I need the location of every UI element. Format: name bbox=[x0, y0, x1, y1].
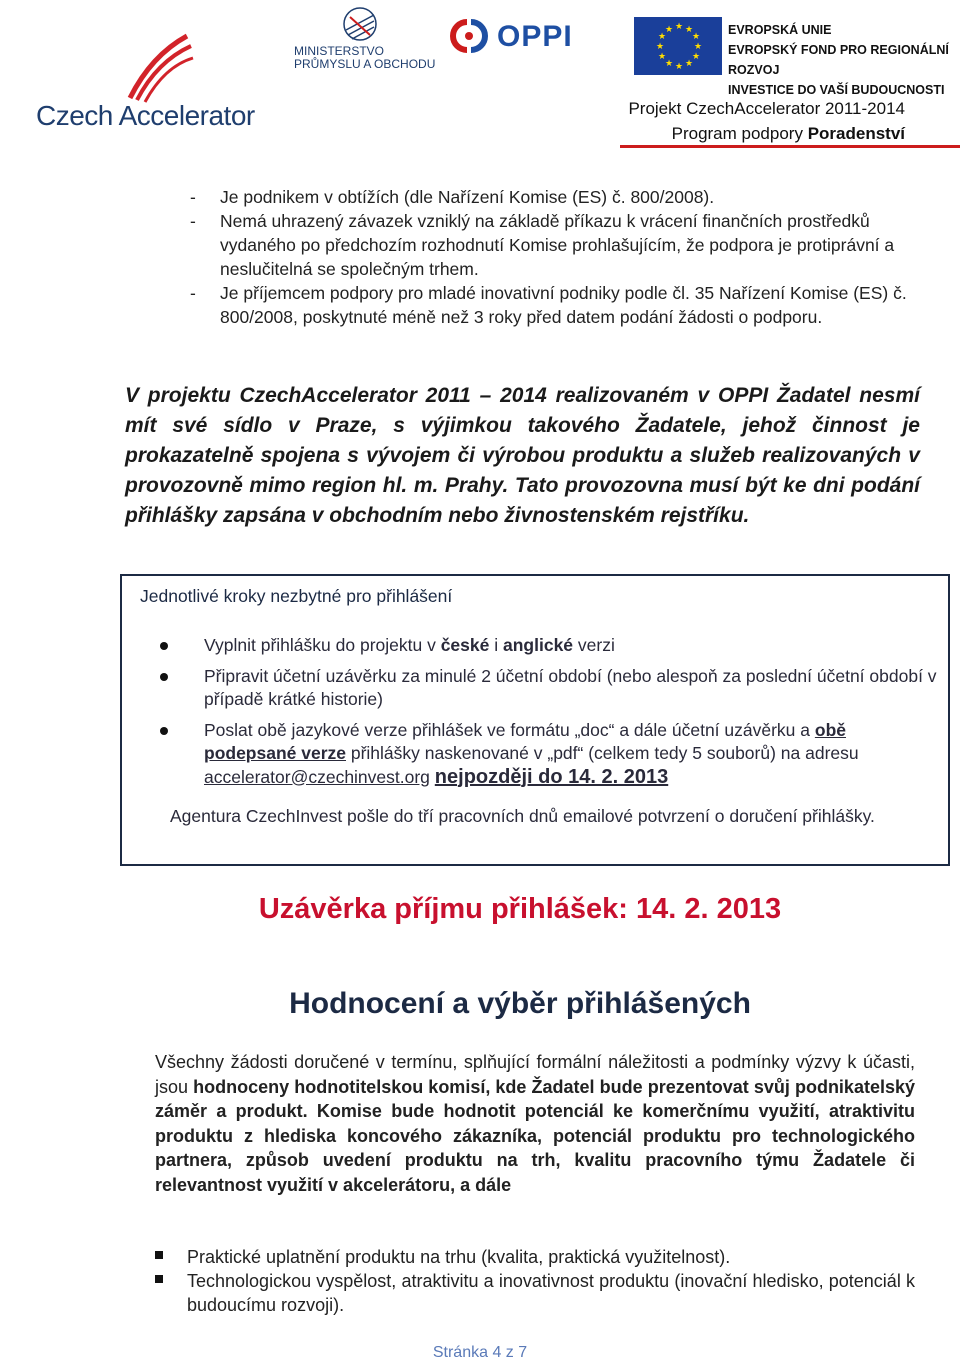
bullet-icon bbox=[160, 727, 168, 735]
svg-text:★: ★ bbox=[656, 42, 665, 52]
list-item: - Je podnikem v obtížích (dle Nařízení Komise (ES) č. 800/2008). bbox=[190, 187, 715, 207]
eu-flag-icon bbox=[634, 17, 722, 75]
header-divider bbox=[620, 145, 960, 148]
list-item: - Je příjemcem podpory pro mladé inovativní podniky podle čl. 35 Nařízení Komise (ES) č. 800/2008, poskytnuté méně než 3 roky před datem podání žádosti o podporu. bbox=[190, 283, 907, 327]
svg-text:★: ★ bbox=[675, 62, 684, 72]
mpo-emblem-icon bbox=[340, 5, 380, 43]
list-item: Připravit účetní uzávěrku za minulé 2 účetní období (nebo alespoň za poslední účetní období v případě krátké historie) bbox=[157, 665, 942, 712]
svg-text:★: ★ bbox=[675, 22, 684, 32]
criteria-list bbox=[155, 1245, 915, 1317]
conditions-list bbox=[190, 185, 950, 329]
project-title: Projekt CzechAccelerator 2011-2014 bbox=[628, 99, 905, 118]
location-restriction-paragraph: V projektu CzechAccelerator 2011 – 2014 realizovaném v OPPI Žadatel nesmí mít své sídlo v Praze, s výjimkou takového Žadatele, jehož činnost je prokazatelně spojena s vývojem či výrobou produktu a služeb realizovaných v provozovně mimo region hl. m. Prahy. Tato provozovna musí být ke dni podání přihlášky zapsána v obchodním nebo živnostenském rejstříku. bbox=[125, 384, 920, 527]
svg-text:★: ★ bbox=[685, 59, 694, 69]
bullet-icon bbox=[160, 642, 168, 650]
program-title: Program podpory Poradenství bbox=[671, 124, 905, 143]
section-title: Hodnocení a výběr přihlášených bbox=[289, 987, 751, 1020]
confirmation-note: Agentura CzechInvest pošle do tří pracovních dnů emailové potvrzení o doručení přihlášky. bbox=[170, 806, 875, 826]
application-steps-box bbox=[120, 574, 950, 866]
email-link[interactable]: accelerator@czechinvest.org bbox=[204, 766, 430, 787]
czech-accelerator-logo bbox=[30, 28, 280, 131]
svg-text:★: ★ bbox=[694, 42, 703, 52]
submission-deadline: nejpozději do 14. 2. 2013 bbox=[434, 765, 669, 788]
list-item: Poslat obě jazykové verze přihlášek ve formátu „doc“ a dále účetní uzávěrku a obě podepsané verze přihlášky naskenované v „pdf“ (celkem tedy 5 souborů) na adresu accelerator@czechinvest.org nejpozději do 14. 2. 2013 bbox=[157, 719, 942, 790]
svg-text:★: ★ bbox=[658, 52, 667, 62]
accelerator-swoosh-icon bbox=[125, 28, 195, 103]
eu-caption: EVROPSKÁ UNIE EVROPSKÝ FOND PRO REGIONÁLNÍ ROZVOJ INVESTICE DO VAŠÍ BUDOUCNOSTI bbox=[728, 23, 949, 97]
svg-text:★: ★ bbox=[665, 25, 674, 35]
svg-text:★: ★ bbox=[692, 52, 701, 62]
list-item: Vyplnit přihlášku do projektu v české i anglické verzi bbox=[157, 634, 942, 658]
czech-accelerator-wordmark: Czech Accelerator bbox=[36, 100, 255, 131]
oppi-logo bbox=[447, 18, 597, 58]
deadline-heading: Uzávěrka příjmu přihlášek: 14. 2. 2013 bbox=[258, 893, 782, 925]
list-item: Technologickou vyspělost, atraktivitu a inovativnost produktu (inovační hledisko, potenciál k budoucímu rozvoji). bbox=[155, 1269, 915, 1317]
svg-text:★: ★ bbox=[665, 59, 674, 69]
list-item: - Nemá uhrazený závazek vzniklý na základě příkazu k vrácení finančních prostředků vydaného po předchozím rozhodnutí Komise prohlašujícím, že podpora je protiprávní a neslučitelná se společným trhem. bbox=[190, 211, 895, 279]
oppi-emblem-icon bbox=[449, 18, 489, 54]
page-header bbox=[0, 0, 960, 150]
evaluation-paragraph: Všechny žádosti doručené v termínu, splňující formální náležitosti a podmínky výzvy k účasti, jsou hodnoceny hodnotitelskou komisí, kde Žadatel bude prezentovat svůj podnikatelský záměr a produkt. Komise bude hodnotit potenciál ke komerčnímu využití, atraktivitu produktu z hlediska koncového zákazníka, potenciál produktu pro technologického partnera, způsob uvedení produktu na trh, kvalitu pracovního týmu Žadatele či relevantnost využití v akcelerátoru, a dále bbox=[155, 1052, 915, 1195]
steps-title: Jednotlivé kroky nezbytné pro přihlášení bbox=[140, 586, 453, 606]
mpo-wordmark: MINISTERSTVO PRŮMYSLU A OBCHODU bbox=[294, 44, 436, 71]
svg-text:★: ★ bbox=[658, 32, 667, 42]
svg-text:★: ★ bbox=[692, 32, 701, 42]
mpo-logo bbox=[290, 5, 440, 75]
bullet-icon bbox=[160, 673, 168, 681]
list-item: Praktické uplatnění produktu na trhu (kvalita, praktická využitelnost). bbox=[155, 1245, 915, 1269]
page-number: Stránka 4 z 7 bbox=[432, 1344, 528, 1361]
oppi-wordmark: OPPI bbox=[497, 20, 573, 53]
project-caption bbox=[628, 96, 905, 146]
square-bullet-icon bbox=[155, 1275, 163, 1283]
steps-list bbox=[157, 634, 942, 796]
square-bullet-icon bbox=[155, 1251, 163, 1259]
svg-text:★: ★ bbox=[685, 25, 694, 35]
